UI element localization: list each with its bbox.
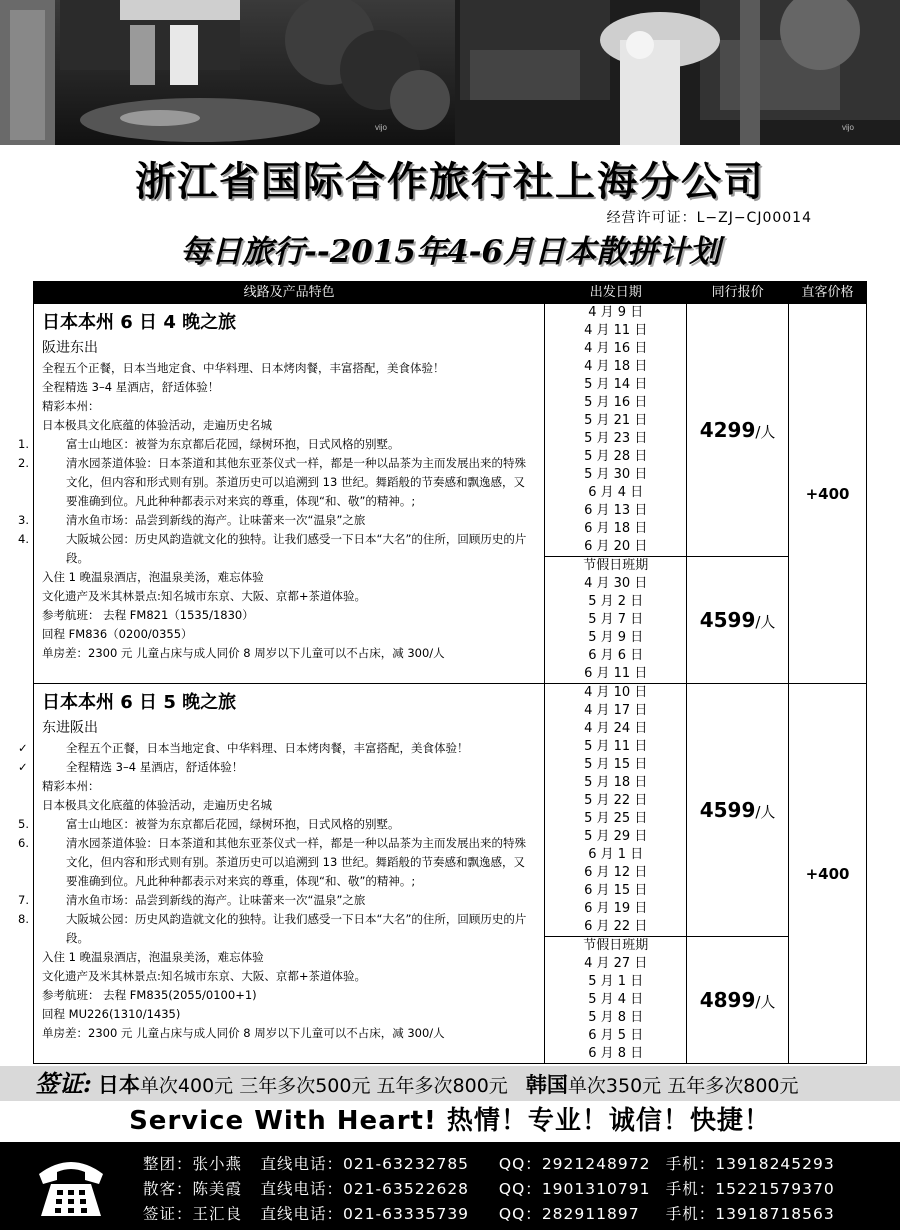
column-header: 线路及产品特色 [34, 282, 545, 304]
visa-country: 日本 [97, 1073, 140, 1097]
direct-price: +400 [789, 304, 867, 684]
qq-label: QQ： [498, 1180, 542, 1198]
qq-number: 282911897 [541, 1205, 640, 1223]
price-value: 4299 [699, 418, 756, 442]
route-line: 全程精选 3–4 星酒店，舒适体验！ [42, 380, 220, 394]
departure-dates [545, 304, 687, 557]
list-item: 8. 大阪城公园：历史风韵造就文化的独特。让我们感受一下日本“大名”的住所，回顾历史的片段。 [18, 912, 527, 945]
watermark: vijo [375, 123, 388, 132]
price-value: 4599 [699, 798, 756, 822]
route-line: 精彩本州： [42, 399, 100, 413]
contact-row [143, 1152, 835, 1174]
list-item: 2. 清水园茶道体验：日本茶道和其他东亚茶仪式一样，都是一种以品茶为主而发展出来的特殊文化，但内容和形式则有别。茶道历史可以追溯到 13 世纪。舞蹈般的节奏感和飘逸感，又要准确到位。凡此种种都表示对来宾的尊重，体现“和、敬”的精神。; [18, 456, 526, 508]
visa-price-bar [0, 1066, 900, 1101]
price-unit: /人 [755, 613, 776, 631]
date-item: 5 月 23 日 [584, 431, 648, 446]
mobile-number: 13918245293 [715, 1155, 835, 1173]
list-item: 3. 清水鱼市场：品尝到新线的海产。让味蕾来一次“温泉”之旅 [18, 513, 366, 527]
date-item: 5 月 30 日 [584, 467, 648, 482]
date-item: 4 月 10 日 [584, 685, 648, 700]
license-number: 经营许可证：L−ZJ−CJ00014 [606, 210, 812, 226]
qq-number: 1901310791 [541, 1180, 651, 1198]
date-item: 6 月 5 日 [588, 1028, 644, 1043]
mobile-label: 手机： [665, 1205, 716, 1223]
visa-prices: 单次400元 三年多次500元 五年多次800元 [139, 1075, 508, 1097]
list-item: ✓ 全程五个正餐，日本当地定食、中华料理、日本烤肉餐，丰富搭配，美食体验！ [42, 739, 536, 758]
column-header: 同行报价 [687, 282, 789, 304]
route-line: 入住 1 晚温泉酒店，泡温泉美汤，难忘体验 [42, 950, 264, 964]
mobile-label: 手机： [665, 1155, 716, 1173]
date-item: 5 月 8 日 [588, 1010, 644, 1025]
telephone-icon [35, 1154, 107, 1220]
contact-type: 整团： [143, 1155, 193, 1173]
visa-label: 签证: [35, 1069, 92, 1098]
route-line: 文化遗产及米其林景点:知名城市东京、大阪、京都+茶道体验。 [42, 969, 367, 983]
tel-label: 直线电话： [260, 1205, 343, 1223]
date-item: 4 月 17 日 [584, 703, 648, 718]
date-item: 5 月 2 日 [588, 594, 644, 609]
table-header-row [34, 282, 867, 304]
date-item: 6 月 8 日 [588, 1046, 644, 1061]
qq-label: QQ： [498, 1155, 542, 1173]
list-item: 4. 大阪城公园：历史风韵造就文化的独特。让我们感受一下日本“大名”的住所，回顾历史的片段。 [18, 532, 527, 565]
date-item: 5 月 29 日 [584, 829, 648, 844]
route-line: 全程五个正餐，日本当地定食、中华料理、日本烤肉餐，丰富搭配，美食体验！ [42, 361, 445, 375]
route-subtitle: 东进阪出 [42, 720, 98, 736]
watermark: vijo [842, 123, 855, 132]
route-line: 日本极具文化底蕴的体验活动，走遍历史名城 [42, 418, 272, 432]
contact-row [143, 1177, 835, 1199]
date-item: 5 月 1 日 [588, 974, 644, 989]
visa-prices: 单次350元 五年多次800元 [567, 1075, 799, 1097]
date-item: 5 月 22 日 [584, 793, 648, 808]
route-line: 单房差：2300 元 儿童占床与成人同价 8 周岁以下儿童可以不占床，减 300/人 [42, 1026, 445, 1040]
date-item: 6 月 13 日 [584, 503, 648, 518]
date-item: 6 月 1 日 [588, 847, 644, 862]
qq-number: 2921248972 [541, 1155, 651, 1173]
contact-type: 散客： [143, 1180, 193, 1198]
column-header: 直客价格 [789, 282, 867, 304]
agent-price [687, 304, 789, 557]
route-line: 参考航班： 去程 FM821（1535/1830） [42, 608, 254, 622]
price-unit: /人 [755, 803, 776, 821]
route-line: 回程 FM836（0200/0355） [42, 627, 193, 641]
plan-title: 每日旅行--2015年4-6月日本散拼计划 [179, 234, 721, 270]
route-line: 参考航班： 去程 FM835(2055/0100+1) [42, 988, 257, 1002]
date-item: 6 月 22 日 [584, 919, 648, 934]
date-item: 4 月 30 日 [584, 576, 648, 591]
visa-country: 韩国 [525, 1073, 568, 1097]
date-item: 4 月 16 日 [584, 341, 648, 356]
date-item: 5 月 7 日 [588, 612, 644, 627]
route-line: 日本极具文化底蕴的体验活动，走遍历史名城 [42, 798, 272, 812]
route-title: 日本本州 6 日 5 晚之旅 [42, 692, 237, 713]
route-line: 文化遗产及米其林景点:知名城市东京、大阪、京都+茶道体验。 [42, 589, 367, 603]
check-icon: ✓ [18, 741, 28, 755]
date-item: 6 月 4 日 [588, 485, 644, 500]
date-item: 5 月 11 日 [584, 739, 648, 754]
price-unit: /人 [755, 423, 776, 441]
route-line: 回程 MU226(1310/1435) [42, 1007, 181, 1021]
date-item: 4 月 18 日 [584, 359, 648, 374]
list-item: 1. 富士山地区：被誉为东京都后花园，绿树环抱，日式风格的别墅。 [18, 437, 400, 451]
date-item: 6 月 12 日 [584, 865, 648, 880]
date-item: 4 月 24 日 [584, 721, 648, 736]
date-item: 5 月 28 日 [584, 449, 648, 464]
date-item: 6 月 15 日 [584, 883, 648, 898]
route-description [18, 304, 545, 684]
departure-dates [545, 684, 687, 937]
table-row [34, 304, 867, 557]
tour-plan-table [18, 281, 867, 1064]
mobile-label: 手机： [665, 1180, 716, 1198]
holiday-dates [545, 557, 687, 684]
date-item: 4 月 9 日 [588, 305, 644, 320]
list-item: 5. 富士山地区：被誉为东京都后花园，绿树环抱，日式风格的别墅。 [18, 817, 400, 831]
date-item: 4 月 27 日 [584, 956, 648, 971]
date-item: 6 月 18 日 [584, 521, 648, 536]
date-item: 5 月 9 日 [588, 630, 644, 645]
date-item: 6 月 20 日 [584, 539, 648, 554]
tel-label: 直线电话： [260, 1155, 343, 1173]
contact-row [143, 1202, 835, 1224]
date-item: 4 月 11 日 [584, 323, 648, 338]
date-item: 6 月 11 日 [584, 666, 648, 681]
table-row [34, 684, 867, 937]
route-title: 日本本州 6 日 4 晚之旅 [42, 312, 237, 333]
route-subtitle: 阪进东出 [42, 340, 98, 356]
contact-name: 张小燕 [192, 1155, 243, 1173]
tel-number: 021-63522628 [342, 1180, 470, 1198]
mobile-number: 13918718563 [715, 1205, 835, 1223]
agent-price [687, 557, 789, 684]
route-line: 入住 1 晚温泉酒店，泡温泉美汤，难忘体验 [42, 570, 264, 584]
column-header: 出发日期 [545, 282, 687, 304]
date-item: 6 月 19 日 [584, 901, 648, 916]
agent-price [687, 684, 789, 937]
route-line: 精彩本州： [42, 779, 100, 793]
tel-number: 021-63335739 [342, 1205, 470, 1223]
holiday-label: 节假日班期 [583, 558, 649, 573]
contact-type: 签证： [143, 1205, 193, 1223]
list-item: 6. 清水园茶道体验：日本茶道和其他东亚茶仪式一样，都是一种以品茶为主而发展出来的特殊文化，但内容和形式则有别。茶道历史可以追溯到 13 世纪。舞蹈般的节奏感和飘逸感，又要准确到位。凡此种种都表示对来宾的尊重，体现“和、敬”的精神。; [18, 836, 526, 888]
header-banner-photo [0, 0, 900, 145]
price-unit: /人 [755, 993, 776, 1011]
date-item: 5 月 21 日 [584, 413, 648, 428]
check-icon: ✓ [18, 760, 28, 774]
date-item: 5 月 4 日 [588, 992, 644, 1007]
holiday-dates [545, 937, 687, 1064]
list-item: ✓ 全程精选 3–4 星酒店，舒适体验！ [42, 758, 536, 777]
qq-label: QQ： [498, 1205, 542, 1223]
date-item: 5 月 25 日 [584, 811, 648, 826]
date-item: 5 月 18 日 [584, 775, 648, 790]
holiday-label: 节假日班期 [583, 938, 649, 953]
price-value: 4599 [699, 608, 756, 632]
mobile-number: 15221579370 [715, 1180, 835, 1198]
direct-price: +400 [789, 684, 867, 1064]
contact-panel [0, 1142, 900, 1230]
tel-label: 直线电话： [260, 1180, 343, 1198]
date-item: 5 月 15 日 [584, 757, 648, 772]
route-description [18, 684, 545, 1064]
list-item: 7. 清水鱼市场：品尝到新线的海产。让味蕾来一次“温泉”之旅 [18, 893, 366, 907]
agent-price [687, 937, 789, 1064]
date-item: 5 月 14 日 [584, 377, 648, 392]
contact-name: 王汇良 [192, 1205, 243, 1223]
route-line: 单房差：2300 元 儿童占床与成人同价 8 周岁以下儿童可以不占床，减 300/人 [42, 646, 445, 660]
date-item: 6 月 6 日 [588, 648, 644, 663]
tel-number: 021-63232785 [342, 1155, 470, 1173]
contact-name: 陈美霞 [192, 1180, 243, 1198]
date-item: 5 月 16 日 [584, 395, 648, 410]
company-name: 浙江省国际合作旅行社上海分公司 [135, 159, 765, 205]
price-value: 4899 [699, 988, 756, 1012]
slogan: Service With Heart! 热情！专业！诚信！快捷！ [129, 1106, 771, 1136]
